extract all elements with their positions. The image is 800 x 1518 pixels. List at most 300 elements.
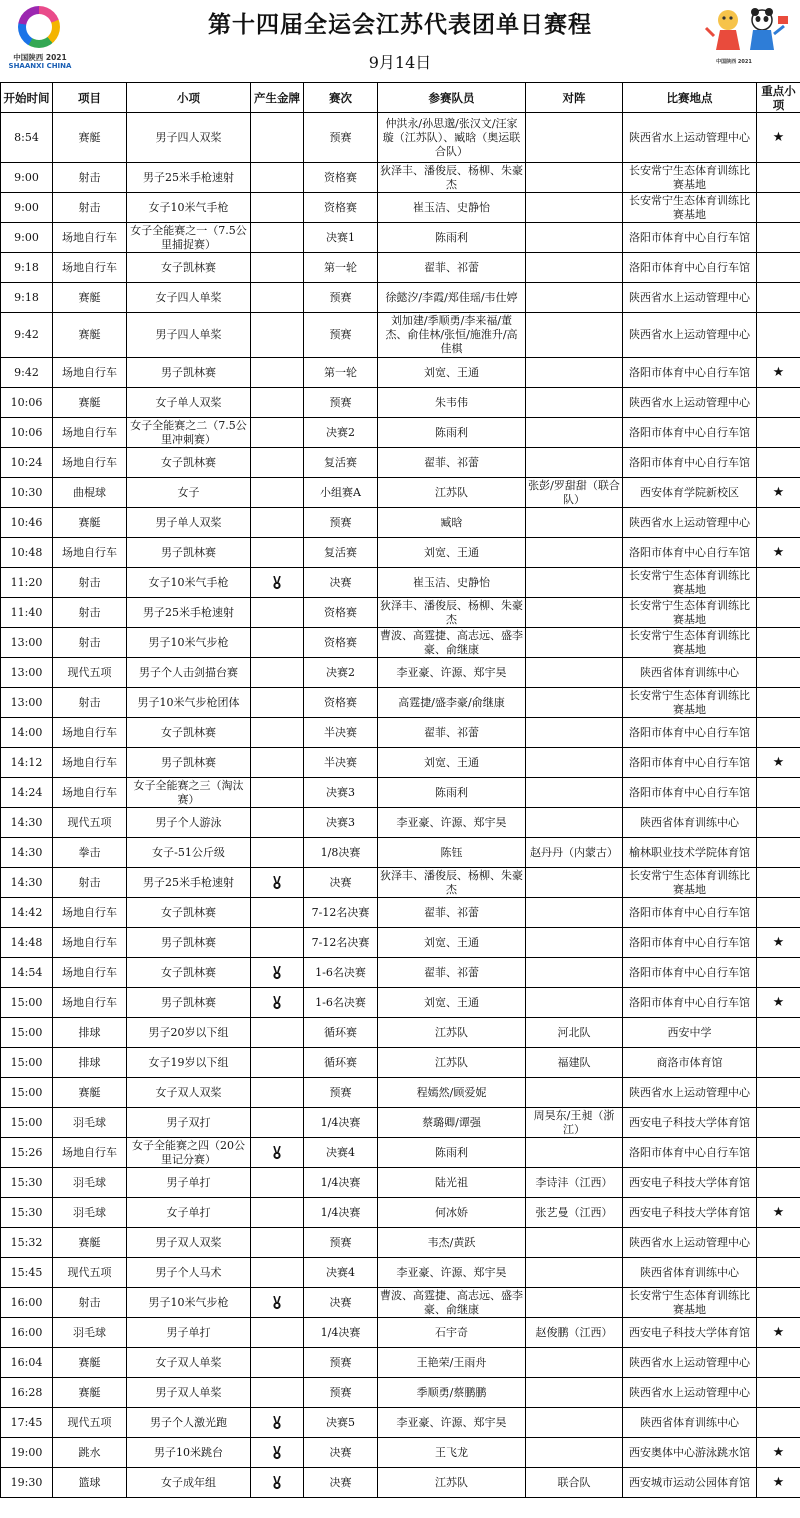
cell-gold	[251, 1348, 304, 1378]
cell-round: 预赛	[304, 283, 378, 313]
cell-round: 1/4决赛	[304, 1108, 378, 1138]
table-row	[1, 568, 800, 598]
cell-athletes: 王飞龙	[378, 1438, 526, 1468]
cell-opponent	[526, 418, 623, 448]
cell-event: 男子10米气步枪	[127, 1288, 251, 1318]
cell-time: 15:00	[1, 988, 53, 1018]
table-row	[1, 658, 800, 688]
cell-athletes: 陈雨利	[378, 778, 526, 808]
cell-key	[757, 223, 800, 253]
cell-athletes: 曹波、高霆捷、高志远、盛李豪、俞继康	[378, 1288, 526, 1318]
cell-venue: 长安常宁生态体育训练比赛基地	[623, 193, 757, 223]
cell-opponent	[526, 113, 623, 163]
cell-opponent	[526, 388, 623, 418]
medal-icon	[272, 876, 282, 890]
cell-gold	[251, 928, 304, 958]
cell-round: 资格赛	[304, 163, 378, 193]
cell-opponent: 河北队	[526, 1018, 623, 1048]
cell-sport: 场地自行车	[53, 958, 127, 988]
cell-gold	[251, 358, 304, 388]
table-row	[1, 1198, 800, 1228]
schedule-rows	[1, 113, 800, 1498]
medal-icon	[272, 1476, 282, 1490]
cell-sport: 赛艇	[53, 1228, 127, 1258]
medal-icon	[272, 996, 282, 1010]
cell-time: 15:00	[1, 1078, 53, 1108]
cell-event: 女子凯林赛	[127, 448, 251, 478]
cell-sport: 场地自行车	[53, 928, 127, 958]
cell-round: 决赛2	[304, 418, 378, 448]
table-row	[1, 283, 800, 313]
cell-event: 女子全能赛之二（7.5公里冲刺赛）	[127, 418, 251, 448]
cell-key	[757, 718, 800, 748]
cell-key	[757, 1288, 800, 1318]
table-row	[1, 448, 800, 478]
table-row	[1, 868, 800, 898]
cell-time: 16:00	[1, 1288, 53, 1318]
cell-opponent	[526, 1228, 623, 1258]
table-row	[1, 598, 800, 628]
cell-sport: 赛艇	[53, 508, 127, 538]
cell-key	[757, 1108, 800, 1138]
cell-event: 男子单人双桨	[127, 508, 251, 538]
cell-venue: 陕西省水上运动管理中心	[623, 113, 757, 163]
cell-venue: 洛阳市体育中心自行车馆	[623, 1138, 757, 1168]
cell-event: 男子单打	[127, 1168, 251, 1198]
cell-sport: 射击	[53, 688, 127, 718]
cell-gold	[251, 1408, 304, 1438]
cell-round: 决赛5	[304, 1408, 378, 1438]
cell-gold	[251, 1078, 304, 1108]
table-row	[1, 988, 800, 1018]
cell-time: 11:40	[1, 598, 53, 628]
cell-event: 女子-51公斤级	[127, 838, 251, 868]
star-icon: ★	[772, 1204, 785, 1220]
cell-venue: 陕西省体育训练中心	[623, 808, 757, 838]
cell-round: 1/8决赛	[304, 838, 378, 868]
cell-sport: 羽毛球	[53, 1198, 127, 1228]
cell-gold	[251, 1318, 304, 1348]
cell-round: 预赛	[304, 113, 378, 163]
cell-opponent	[526, 538, 623, 568]
cell-round: 预赛	[304, 508, 378, 538]
table-row	[1, 313, 800, 358]
cell-sport: 赛艇	[53, 1378, 127, 1408]
cell-time: 15:00	[1, 1018, 53, 1048]
cell-time: 13:00	[1, 658, 53, 688]
cell-opponent	[526, 1438, 623, 1468]
cell-key	[757, 1258, 800, 1288]
cell-venue: 洛阳市体育中心自行车馆	[623, 958, 757, 988]
cell-venue: 西安电子科技大学体育馆	[623, 1318, 757, 1348]
cell-event: 男子25米手枪速射	[127, 868, 251, 898]
cell-sport: 曲棍球	[53, 478, 127, 508]
medal-icon	[272, 1416, 282, 1430]
cell-athletes: 李亚豪、许源、郑宇昊	[378, 658, 526, 688]
table-row	[1, 193, 800, 223]
cell-event: 女子成年组	[127, 1468, 251, 1498]
cell-venue: 陕西省水上运动管理中心	[623, 508, 757, 538]
medal-icon	[272, 1146, 282, 1160]
cell-key	[757, 163, 800, 193]
col-header-event: 小项	[127, 83, 251, 113]
table-row	[1, 538, 800, 568]
cell-opponent	[526, 1258, 623, 1288]
cell-athletes: 崔玉洁、史静怡	[378, 568, 526, 598]
cell-opponent	[526, 163, 623, 193]
cell-sport: 赛艇	[53, 113, 127, 163]
cell-venue: 长安常宁生态体育训练比赛基地	[623, 163, 757, 193]
cell-gold	[251, 223, 304, 253]
col-header-venue: 比赛地点	[623, 83, 757, 113]
cell-sport: 现代五项	[53, 658, 127, 688]
cell-sport: 现代五项	[53, 808, 127, 838]
table-row	[1, 718, 800, 748]
cell-athletes: 陈雨利	[378, 418, 526, 448]
mascot-text: 中国陕西 2021	[716, 59, 752, 65]
cell-gold	[251, 113, 304, 163]
cell-event: 男子个人马术	[127, 1258, 251, 1288]
cell-athletes: 高霆捷/盛李豪/俞继康	[378, 688, 526, 718]
cell-key	[757, 1408, 800, 1438]
cell-venue: 洛阳市体育中心自行车馆	[623, 358, 757, 388]
logo-text-en: SHAANXI CHINA	[8, 62, 72, 70]
cell-key	[757, 478, 800, 508]
table-row	[1, 113, 800, 163]
cell-key	[757, 1078, 800, 1108]
cell-gold	[251, 1378, 304, 1408]
cell-opponent	[526, 658, 623, 688]
cell-event: 男子个人游泳	[127, 808, 251, 838]
cell-round: 预赛	[304, 313, 378, 358]
cell-key	[757, 313, 800, 358]
cell-time: 10:06	[1, 418, 53, 448]
cell-venue: 洛阳市体育中心自行车馆	[623, 718, 757, 748]
cell-sport: 场地自行车	[53, 223, 127, 253]
cell-opponent: 张艺曼（江西）	[526, 1198, 623, 1228]
cell-key	[757, 1228, 800, 1258]
cell-venue: 洛阳市体育中心自行车馆	[623, 448, 757, 478]
cell-venue: 长安常宁生态体育训练比赛基地	[623, 688, 757, 718]
cell-gold	[251, 1048, 304, 1078]
cell-athletes: 刘加建/季顺勇/李来福/董杰、俞佳林/张恒/施淮升/高佳棋	[378, 313, 526, 358]
cell-venue: 洛阳市体育中心自行车馆	[623, 898, 757, 928]
cell-sport: 场地自行车	[53, 538, 127, 568]
cell-round: 1/4决赛	[304, 1168, 378, 1198]
cell-opponent	[526, 688, 623, 718]
cell-gold	[251, 1168, 304, 1198]
cell-round: 第一轮	[304, 253, 378, 283]
cell-time: 14:00	[1, 718, 53, 748]
table-row	[1, 418, 800, 448]
table-row	[1, 1288, 800, 1318]
cell-sport: 场地自行车	[53, 898, 127, 928]
cell-gold	[251, 688, 304, 718]
table-row	[1, 1108, 800, 1138]
cell-venue: 陕西省水上运动管理中心	[623, 1078, 757, 1108]
cell-round: 预赛	[304, 1378, 378, 1408]
cell-event: 男子四人双桨	[127, 113, 251, 163]
cell-sport: 场地自行车	[53, 1138, 127, 1168]
cell-venue: 陕西省水上运动管理中心	[623, 313, 757, 358]
table-row	[1, 1468, 800, 1498]
cell-event: 男子凯林赛	[127, 928, 251, 958]
cell-sport: 排球	[53, 1048, 127, 1078]
table-row	[1, 1348, 800, 1378]
cell-event: 男子25米手枪速射	[127, 163, 251, 193]
cell-time: 14:30	[1, 868, 53, 898]
cell-event: 男子凯林赛	[127, 988, 251, 1018]
cell-athletes: 徐懿汐/李霞/郑佳瑶/韦仕婷	[378, 283, 526, 313]
cell-time: 15:30	[1, 1198, 53, 1228]
cell-opponent: 福建队	[526, 1048, 623, 1078]
cell-time: 9:18	[1, 253, 53, 283]
cell-gold	[251, 1198, 304, 1228]
col-header-gold: 产生金牌	[251, 83, 304, 113]
table-row	[1, 688, 800, 718]
cell-opponent	[526, 778, 623, 808]
cell-round: 决赛	[304, 1468, 378, 1498]
cell-round: 决赛	[304, 868, 378, 898]
cell-key	[757, 113, 800, 163]
medal-icon	[272, 966, 282, 980]
cell-opponent	[526, 358, 623, 388]
header	[0, 0, 800, 82]
star-icon: ★	[772, 364, 785, 380]
cell-time: 8:54	[1, 113, 53, 163]
cell-athletes: 陈雨利	[378, 223, 526, 253]
cell-time: 10:30	[1, 478, 53, 508]
cell-opponent	[526, 988, 623, 1018]
cell-key	[757, 538, 800, 568]
cell-gold	[251, 1018, 304, 1048]
cell-athletes: 程嫣然/顾爱妮	[378, 1078, 526, 1108]
cell-round: 7-12名决赛	[304, 898, 378, 928]
cell-athletes: 李亚豪、许源、郑宇昊	[378, 808, 526, 838]
cell-gold	[251, 1468, 304, 1498]
cell-athletes: 陆光祖	[378, 1168, 526, 1198]
cell-round: 7-12名决赛	[304, 928, 378, 958]
cell-round: 小组赛A	[304, 478, 378, 508]
cell-time: 9:00	[1, 193, 53, 223]
cell-event: 女子10米气手枪	[127, 568, 251, 598]
cell-key	[757, 1438, 800, 1468]
cell-round: 预赛	[304, 1078, 378, 1108]
cell-opponent: 赵俊鹏（江西）	[526, 1318, 623, 1348]
cell-gold	[251, 778, 304, 808]
table-row	[1, 1438, 800, 1468]
cell-sport: 赛艇	[53, 313, 127, 358]
table-row	[1, 1168, 800, 1198]
cell-event: 女子凯林赛	[127, 958, 251, 988]
cell-time: 15:00	[1, 1108, 53, 1138]
cell-gold	[251, 1438, 304, 1468]
cell-key	[757, 688, 800, 718]
cell-athletes: 蔡璐卿/谭强	[378, 1108, 526, 1138]
star-icon: ★	[772, 1444, 785, 1460]
cell-time: 11:20	[1, 568, 53, 598]
cell-key	[757, 193, 800, 223]
cell-event: 女子全能赛之四（20公里记分赛）	[127, 1138, 251, 1168]
cell-athletes: 翟菲、祁蕾	[378, 718, 526, 748]
cell-venue: 洛阳市体育中心自行车馆	[623, 748, 757, 778]
cell-athletes: 刘宽、王通	[378, 928, 526, 958]
cell-key	[757, 1168, 800, 1198]
table-row	[1, 1018, 800, 1048]
cell-athletes: 江苏队	[378, 1468, 526, 1498]
table-row	[1, 1228, 800, 1258]
cell-event: 女子双人双桨	[127, 1078, 251, 1108]
cell-event: 女子双人单桨	[127, 1348, 251, 1378]
cell-opponent	[526, 1348, 623, 1378]
cell-round: 决赛4	[304, 1258, 378, 1288]
col-header-time: 开始时间	[1, 83, 53, 113]
cell-event: 男子10米跳台	[127, 1438, 251, 1468]
cell-sport: 射击	[53, 193, 127, 223]
cell-time: 9:42	[1, 313, 53, 358]
table-row	[1, 1378, 800, 1408]
cell-round: 资格赛	[304, 688, 378, 718]
table-row	[1, 508, 800, 538]
table-header-row	[1, 83, 800, 113]
cell-opponent	[526, 808, 623, 838]
cell-athletes: 何冰娇	[378, 1198, 526, 1228]
cell-gold	[251, 508, 304, 538]
cell-opponent: 李诗沣（江西）	[526, 1168, 623, 1198]
cell-venue: 西安体育学院新校区	[623, 478, 757, 508]
cell-key	[757, 568, 800, 598]
cell-sport: 射击	[53, 1288, 127, 1318]
cell-athletes: 刘宽、王通	[378, 358, 526, 388]
cell-round: 半决赛	[304, 748, 378, 778]
cell-gold	[251, 988, 304, 1018]
cell-time: 15:00	[1, 1048, 53, 1078]
cell-round: 资格赛	[304, 628, 378, 658]
cell-round: 资格赛	[304, 598, 378, 628]
cell-event: 男子双打	[127, 1108, 251, 1138]
schedule-table	[0, 82, 800, 1498]
cell-time: 15:45	[1, 1258, 53, 1288]
star-icon: ★	[772, 934, 785, 950]
cell-key	[757, 748, 800, 778]
cell-sport: 排球	[53, 1018, 127, 1048]
cell-round: 预赛	[304, 1228, 378, 1258]
cell-opponent	[526, 628, 623, 658]
cell-time: 16:00	[1, 1318, 53, 1348]
cell-opponent	[526, 1078, 623, 1108]
cell-opponent	[526, 898, 623, 928]
cell-round: 复活赛	[304, 538, 378, 568]
col-header-round: 赛次	[304, 83, 378, 113]
cell-opponent	[526, 283, 623, 313]
cell-sport: 射击	[53, 628, 127, 658]
table-row	[1, 1048, 800, 1078]
cell-key	[757, 1048, 800, 1078]
cell-venue: 洛阳市体育中心自行车馆	[623, 253, 757, 283]
cell-gold	[251, 253, 304, 283]
cell-time: 17:45	[1, 1408, 53, 1438]
col-header-sport: 项目	[53, 83, 127, 113]
cell-gold	[251, 193, 304, 223]
cell-time: 13:00	[1, 628, 53, 658]
table-row	[1, 388, 800, 418]
cell-gold	[251, 898, 304, 928]
cell-athletes: 狄泽丰、潘俊辰、杨柳、朱豪杰	[378, 868, 526, 898]
cell-sport: 场地自行车	[53, 778, 127, 808]
cell-round: 循环赛	[304, 1048, 378, 1078]
cell-opponent: 周昊东/王昶（浙江）	[526, 1108, 623, 1138]
cell-athletes: 翟菲、祁蕾	[378, 253, 526, 283]
cell-time: 19:30	[1, 1468, 53, 1498]
cell-time: 9:42	[1, 358, 53, 388]
table-row	[1, 838, 800, 868]
cell-opponent	[526, 958, 623, 988]
table-row	[1, 898, 800, 928]
cell-time: 15:26	[1, 1138, 53, 1168]
cell-opponent	[526, 1408, 623, 1438]
cell-event: 女子凯林赛	[127, 718, 251, 748]
cell-gold	[251, 838, 304, 868]
cell-time: 14:30	[1, 808, 53, 838]
cell-sport: 场地自行车	[53, 418, 127, 448]
cell-time: 16:28	[1, 1378, 53, 1408]
cell-venue: 洛阳市体育中心自行车馆	[623, 928, 757, 958]
cell-gold	[251, 958, 304, 988]
cell-sport: 现代五项	[53, 1258, 127, 1288]
cell-key	[757, 1348, 800, 1378]
table-row	[1, 1138, 800, 1168]
cell-sport: 射击	[53, 868, 127, 898]
cell-event: 男子四人单桨	[127, 313, 251, 358]
cell-round: 1/4决赛	[304, 1318, 378, 1348]
cell-key	[757, 868, 800, 898]
cell-opponent	[526, 568, 623, 598]
cell-time: 14:24	[1, 778, 53, 808]
cell-gold	[251, 538, 304, 568]
cell-key	[757, 1318, 800, 1348]
cell-time: 14:12	[1, 748, 53, 778]
cell-athletes: 季顺勇/蔡鹏鹏	[378, 1378, 526, 1408]
cell-time: 10:48	[1, 538, 53, 568]
cell-key	[757, 988, 800, 1018]
cell-athletes: 翟菲、祁蕾	[378, 898, 526, 928]
star-icon: ★	[772, 544, 785, 560]
cell-gold	[251, 568, 304, 598]
cell-athletes: 朱韦伟	[378, 388, 526, 418]
cell-venue: 榆林职业技术学院体育馆	[623, 838, 757, 868]
cell-gold	[251, 1228, 304, 1258]
cell-athletes: 刘宽、王通	[378, 538, 526, 568]
cell-athletes: 刘宽、王通	[378, 988, 526, 1018]
cell-sport: 场地自行车	[53, 253, 127, 283]
mascot-logo	[700, 6, 792, 72]
cell-athletes: 石宇奇	[378, 1318, 526, 1348]
cell-athletes: 陈雨利	[378, 1138, 526, 1168]
cell-key	[757, 358, 800, 388]
cell-venue: 长安常宁生态体育训练比赛基地	[623, 868, 757, 898]
cell-round: 1-6名决赛	[304, 988, 378, 1018]
cell-event: 女子全能赛之三（淘汰赛）	[127, 778, 251, 808]
cell-event: 女子单打	[127, 1198, 251, 1228]
cell-gold	[251, 598, 304, 628]
cell-time: 14:54	[1, 958, 53, 988]
cell-gold	[251, 418, 304, 448]
cell-key	[757, 508, 800, 538]
table-row	[1, 1258, 800, 1288]
table-row	[1, 748, 800, 778]
table-row	[1, 628, 800, 658]
cell-sport: 赛艇	[53, 1348, 127, 1378]
